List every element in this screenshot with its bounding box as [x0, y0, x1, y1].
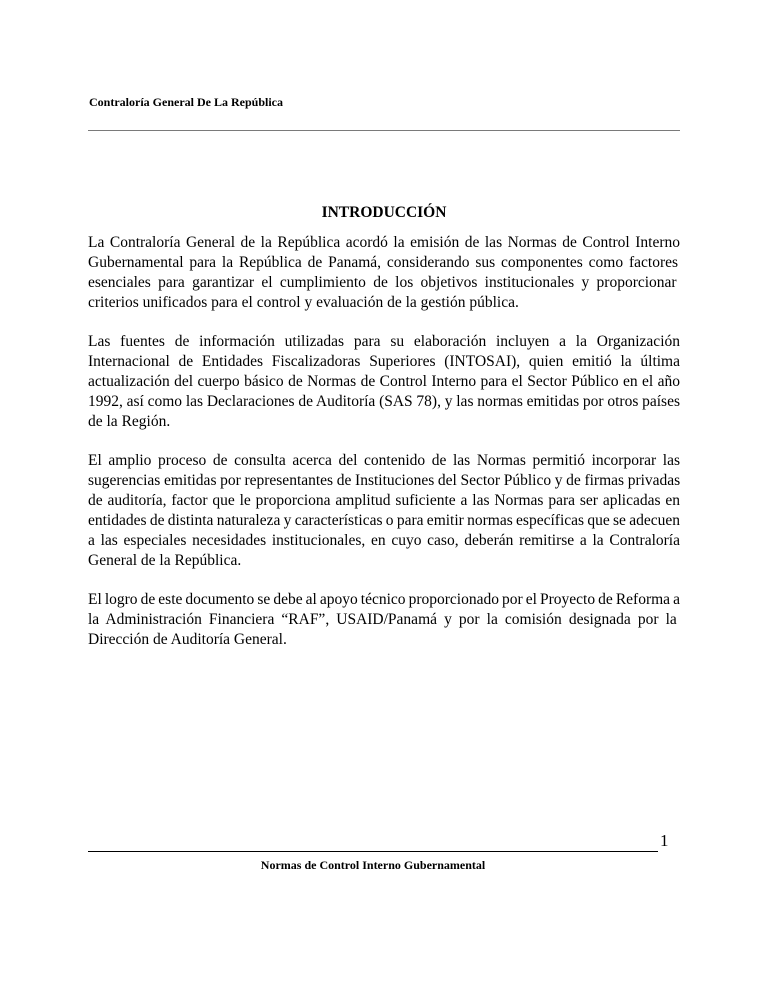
- header-divider: [88, 130, 680, 131]
- footer-divider: [88, 851, 658, 852]
- paragraph: [88, 451, 680, 571]
- paragraph-line: Las fuentes de información utilizadas para su elaboración incluyen a la Organización: [88, 333, 680, 350]
- page-number: 1: [660, 831, 669, 850]
- paragraph-line: 1992, así como las Declaraciones de Auditoría (SAS 78), y las normas emitidas por otros países: [88, 393, 680, 410]
- section-title: INTRODUCCIÓN: [321, 204, 447, 221]
- paragraph-line: La Contraloría General de la República acordó la emisión de las Normas de Control Interno: [88, 234, 680, 251]
- paragraph-line: Dirección de Auditoría General.: [88, 631, 287, 648]
- paragraph-line: General de la República.: [88, 552, 242, 569]
- paragraph-line: criterios unificados para el control y evaluación de la gestión pública.: [88, 294, 519, 311]
- paragraph-line: la Administración Financiera “RAF”, USAID/Panamá y por la comisión designada por la: [88, 611, 677, 628]
- paragraph: [88, 233, 680, 313]
- paragraph-line: actualización del cuerpo básico de Normas de Control Interno para el Sector Público en el año: [88, 373, 680, 390]
- paragraph-line: El amplio proceso de consulta acerca del contenido de las Normas permitió incorporar las: [88, 452, 680, 469]
- page-footer: Normas de Control Interno Gubernamental: [260, 858, 486, 872]
- paragraph-line: sugerencias emitidas por representantes de Instituciones del Sector Público y de firmas privadas: [88, 472, 681, 489]
- paragraph-line: El logro de este documento se debe al apoyo técnico proporcionado por el Proyecto de Reforma a: [88, 591, 680, 608]
- paragraph-line: entidades de distinta naturaleza y características o para emitir normas específicas que se adecuen: [88, 512, 680, 529]
- paragraph: [88, 332, 680, 432]
- paragraph-line: a las especiales necesidades institucionales, en cuyo caso, deberán remitirse a la Contraloría: [88, 532, 680, 549]
- paragraph-line: de la Región.: [88, 413, 171, 430]
- paragraph-line: Gubernamental para la República de Panamá, considerando sus componentes como factores: [88, 254, 679, 271]
- paragraph-line: Internacional de Entidades Fiscalizadoras Superiores (INTOSAI), quien emitió la última: [88, 353, 680, 370]
- page-header: Contraloría General De La República: [89, 95, 283, 109]
- paragraph-line: de auditoría, factor que le proporciona amplitud suficiente a las Normas para ser aplicadas en: [88, 492, 680, 509]
- paragraph-line: esenciales para garantizar el cumplimiento de los objetivos institucionales y proporcionar: [88, 274, 677, 291]
- paragraph: [88, 590, 680, 650]
